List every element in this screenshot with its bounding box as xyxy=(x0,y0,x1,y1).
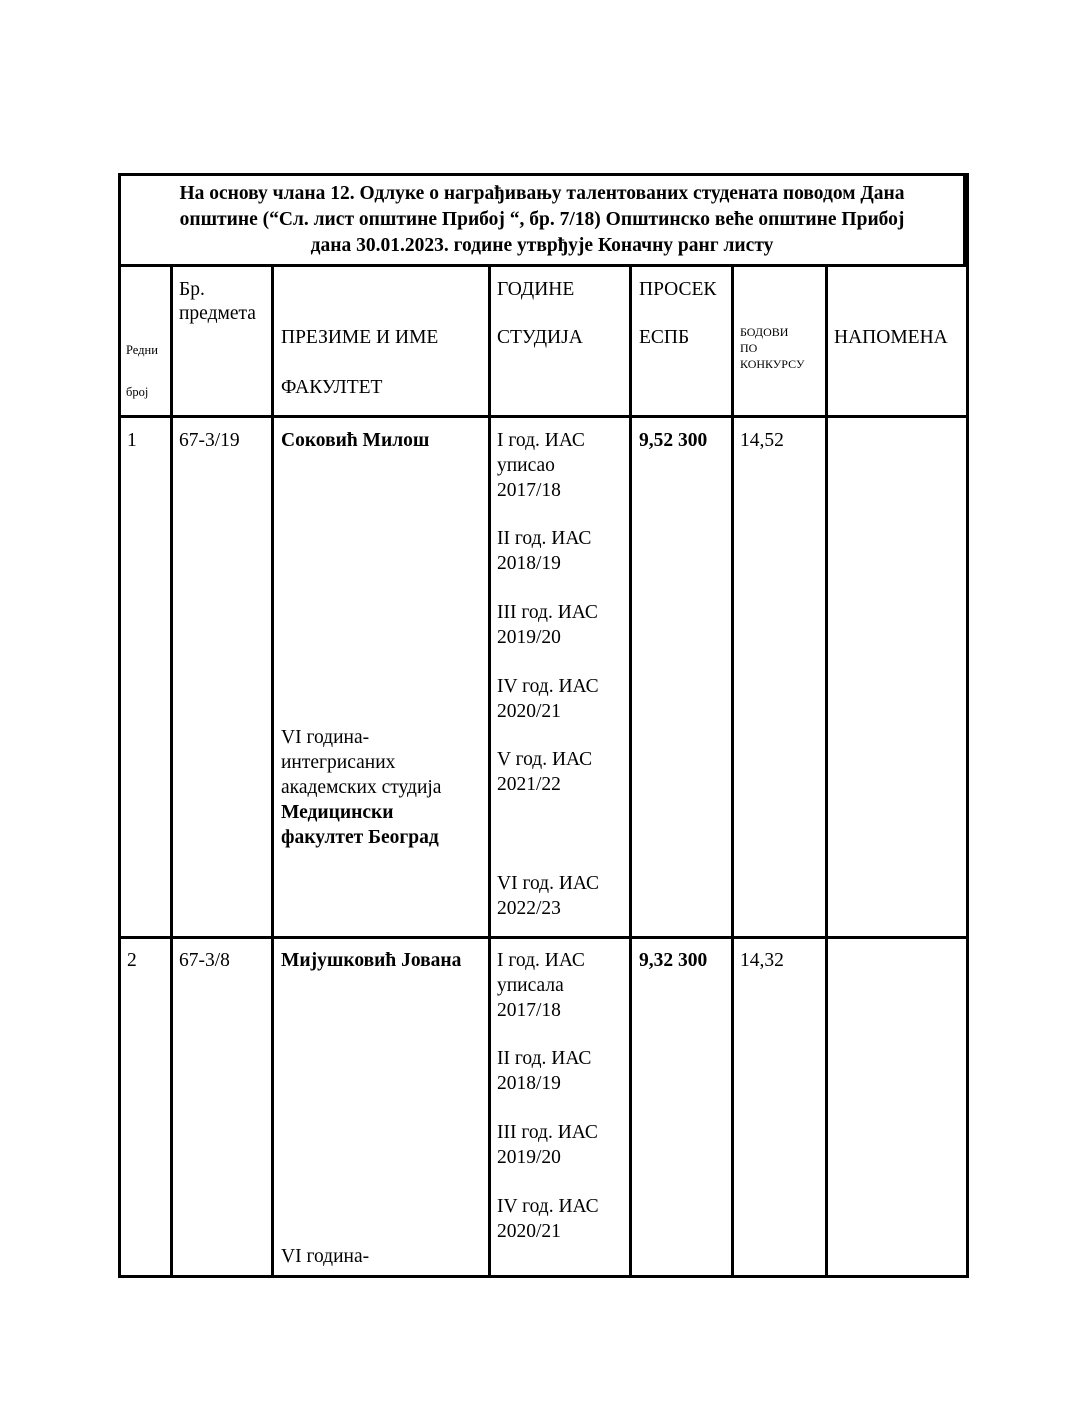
row1-year-4 xyxy=(497,674,599,724)
header-espb: ЕСПБ xyxy=(639,327,690,348)
row1-year-2 xyxy=(497,526,591,576)
title-line-1: На основу члана 12. Одлуке о награђивању талентованих студената поводом Дана xyxy=(179,183,905,204)
row2-name: Мијушковић Јована xyxy=(281,950,462,971)
row1-faculty-line1: VI година- xyxy=(281,727,370,748)
title-line-2: општине (“Сл. лист општине Прибој “, бр. 7/18) Општинско веће општине Прибој xyxy=(179,209,905,230)
row2-year-2-line1: II год. ИАС xyxy=(497,1048,592,1069)
row1-year-1-line3: 2017/18 xyxy=(497,480,561,501)
title-block xyxy=(118,173,966,264)
row2-year-3 xyxy=(497,1120,598,1170)
table-line-top xyxy=(118,264,969,267)
row1-year-5 xyxy=(497,747,592,797)
row2-year-1-line1: I год. ИАС xyxy=(497,950,585,971)
row2-year-2 xyxy=(497,1046,591,1096)
row1-points: 14,52 xyxy=(740,430,784,451)
row2-year-1-line3: 2017/18 xyxy=(497,1000,561,1021)
header-predmeta: предмета xyxy=(179,303,256,324)
header-br: Бр. xyxy=(179,279,205,300)
row2-year-2-line2: 2018/19 xyxy=(497,1073,561,1094)
row2-faculty-line1: VI година- xyxy=(281,1246,370,1267)
header-studija: СТУДИЈА xyxy=(497,327,583,348)
header-broj: број xyxy=(126,385,149,399)
row1-case-number: 67-3/19 xyxy=(179,430,240,451)
row1-year-4-line1: IV год. ИАС xyxy=(497,676,599,697)
col-divider-6 xyxy=(825,264,828,1278)
col-divider-5 xyxy=(731,264,734,1278)
header-prezime-ime: ПРЕЗИМЕ И ИМЕ xyxy=(281,327,439,348)
header-prosek: ПРОСЕК xyxy=(639,279,717,300)
row1-number: 1 xyxy=(127,430,137,451)
row1-year-3-line2: 2019/20 xyxy=(497,627,561,648)
row1-year-3 xyxy=(497,600,598,650)
row2-year-4 xyxy=(497,1194,599,1244)
row1-year-1 xyxy=(497,428,585,503)
row1-year-3-line1: III год. ИАС xyxy=(497,602,598,623)
row2-year-3-line1: III год. ИАС xyxy=(497,1122,598,1143)
row2-year-3-line2: 2019/20 xyxy=(497,1147,561,1168)
title-line-3: дана 30.01.2023. године утврђује Коначну ранг листу xyxy=(310,235,774,256)
row1-year-2-line1: II год. ИАС xyxy=(497,528,592,549)
row2-year-4-line2: 2020/21 xyxy=(497,1221,561,1242)
row2-case-number: 67-3/8 xyxy=(179,950,230,971)
row1-year-1-line2: уписао xyxy=(497,455,555,476)
row1-year-6 xyxy=(497,871,599,921)
col-divider-1 xyxy=(170,264,173,1278)
row1-year-6-line1: VI год. ИАС xyxy=(497,873,600,894)
row1-name: Соковић Милош xyxy=(281,430,430,451)
header-napomena: НАПОМЕНА xyxy=(834,327,948,348)
row1-year-6-line2: 2022/23 xyxy=(497,898,561,919)
row2-points: 14,32 xyxy=(740,950,784,971)
row1-year-4-line2: 2020/21 xyxy=(497,701,561,722)
row2-average-espb: 9,32 300 xyxy=(639,950,708,971)
row1-year-2-line2: 2018/19 xyxy=(497,553,561,574)
row1-average-espb: 9,52 300 xyxy=(639,430,708,451)
row1-year-5-line2: 2021/22 xyxy=(497,774,561,795)
header-redni: Редни xyxy=(126,343,158,357)
header-bodovi-line1: БОДОВИ xyxy=(740,325,789,339)
table-line-row1-bottom xyxy=(118,936,969,939)
row1-faculty xyxy=(281,725,441,850)
row1-faculty-line5: факултет Београд xyxy=(281,827,439,848)
row1-year-1-line1: I год. ИАС xyxy=(497,430,585,451)
col-divider-2 xyxy=(271,264,274,1278)
header-bodovi-line2: ПО xyxy=(740,341,758,355)
header-godine: ГОДИНЕ xyxy=(497,279,575,300)
row1-year-5-line1: V год. ИАС xyxy=(497,749,593,770)
row2-year-1 xyxy=(497,948,585,1023)
row1-faculty-line4: Медицински xyxy=(281,802,394,823)
row1-faculty-line2: интегрисаних xyxy=(281,752,396,773)
row2-year-1-line2: уписала xyxy=(497,975,564,996)
row1-faculty-line3: академских студија xyxy=(281,777,442,798)
row2-year-4-line1: IV год. ИАС xyxy=(497,1196,599,1217)
header-bodovi-line3: КОНКУРСУ xyxy=(740,357,805,371)
table-line-bottom xyxy=(118,1275,969,1278)
header-fakultet: ФАКУЛТЕТ xyxy=(281,377,383,398)
row2-number: 2 xyxy=(127,950,137,971)
table-line-header-bottom xyxy=(118,415,969,418)
table-border-left xyxy=(118,173,121,1278)
col-divider-3 xyxy=(488,264,491,1278)
col-divider-4 xyxy=(629,264,632,1278)
table-border-right xyxy=(966,173,969,1278)
